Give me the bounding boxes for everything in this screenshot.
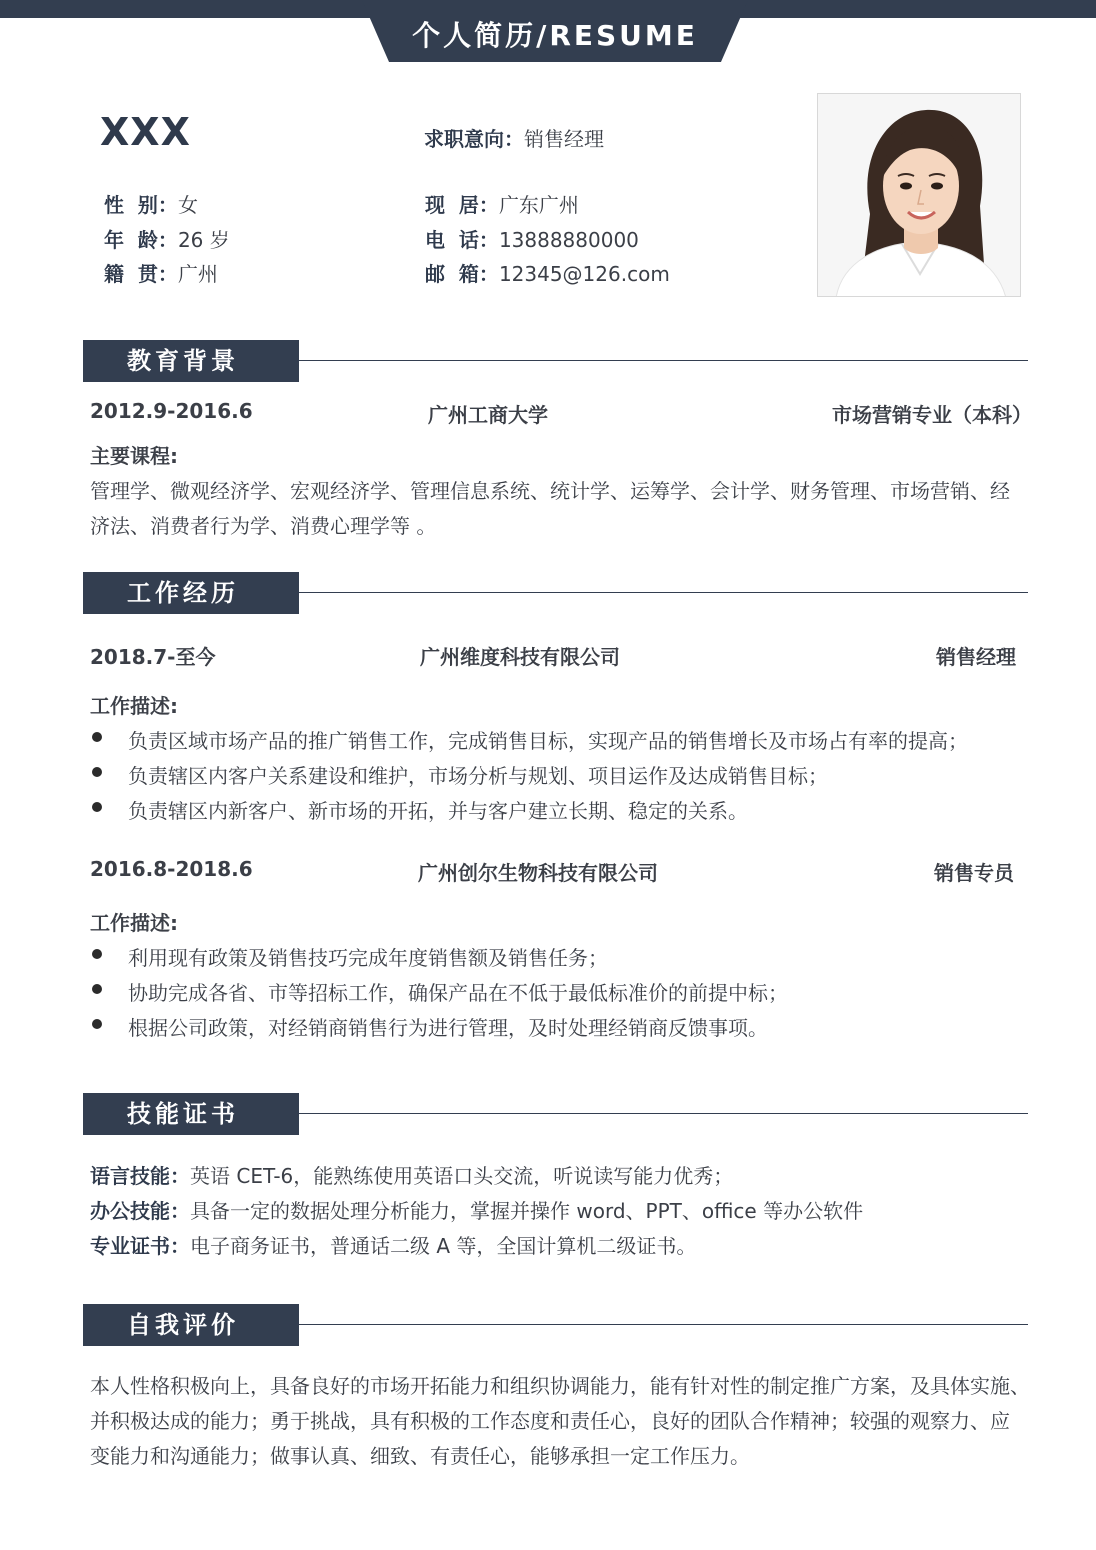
age-value: 26 岁	[177, 228, 230, 252]
job-period: 2016.8-2018.6	[90, 857, 253, 881]
skill-certificate-value: 电子商务证书，普通话二级 A 等，全国计算机二级证书。	[190, 1234, 697, 1258]
skill-office-value: 具备一定的数据处理分析能力，掌握并操作 word、PPT、office 等办公软件	[190, 1199, 864, 1223]
bullet-icon	[92, 1019, 102, 1029]
gender-value: 女	[177, 193, 198, 217]
job-desc-item: 利用现有政策及销售技巧完成年度销售额及销售任务；	[128, 946, 608, 970]
skill-office-label: 办公技能：	[90, 1199, 190, 1223]
section-heading-work: 工作经历	[83, 572, 299, 614]
phone-label: 电 话：	[425, 228, 499, 252]
bullet-icon	[92, 802, 102, 812]
portrait-image	[818, 94, 1021, 297]
profile-photo	[817, 93, 1021, 297]
evaluation-line: 并积极达成的能力；勇于挑战，具有积极的工作态度和责任心，良好的团队合作精神；较强的观察力、应	[90, 1409, 1010, 1433]
job-desc-item: 根据公司政策，对经销商销售行为进行管理，及时处理经销商反馈事项。	[128, 1016, 768, 1040]
job-desc-label: 工作描述:	[90, 911, 178, 935]
courses-line: 管理学、微观经济学、宏观经济学、管理信息系统、统计学、运筹学、会计学、财务管理、市场营销、经	[90, 479, 1010, 503]
skill-language-label: 语言技能：	[90, 1164, 190, 1188]
skill-certificate-label: 专业证书：	[90, 1234, 190, 1258]
age-row	[104, 224, 230, 253]
intent-value: 销售经理	[524, 127, 604, 151]
courses-line: 济法、消费者行为学、消费心理学等 。	[90, 514, 437, 538]
job-desc-item: 负责辖区内客户关系建设和维护，市场分析与规划、项目运作及达成销售目标；	[128, 764, 828, 788]
education-period: 2012.9-2016.6	[90, 399, 253, 423]
section-heading-skills: 技能证书	[83, 1093, 299, 1135]
job-desc-item: 负责辖区内新客户、新市场的开拓，并与客户建立长期、稳定的关系。	[128, 799, 748, 823]
residence-label: 现 居：	[425, 193, 499, 217]
evaluation-line: 本人性格积极向上，具备良好的市场开拓能力和组织协调能力，能有针对性的制定推广方案，及具体实施、	[90, 1374, 1030, 1398]
skill-language	[90, 1160, 733, 1189]
origin-row	[104, 258, 218, 287]
phone-value: 13888880000	[498, 228, 639, 252]
bullet-icon	[92, 732, 102, 742]
section-heading-education: 教育背景	[83, 340, 299, 382]
section-divider	[299, 360, 1028, 361]
bullet-icon	[92, 984, 102, 994]
gender-row	[104, 189, 198, 218]
education-school: 广州工商大学	[428, 403, 548, 427]
bullet-icon	[92, 767, 102, 777]
job-desc-label: 工作描述:	[90, 694, 178, 718]
intent-label: 求职意向：	[424, 127, 524, 151]
email-label: 邮 箱：	[425, 262, 499, 286]
intent-row	[424, 123, 604, 152]
section-heading-evaluation: 自我评价	[83, 1304, 299, 1346]
section-divider	[299, 1324, 1028, 1325]
section-divider	[299, 1113, 1028, 1114]
gender-label: 性 别：	[104, 193, 178, 217]
residence-value: 广东广州	[498, 193, 579, 217]
origin-value: 广州	[177, 262, 218, 286]
page-title: 个人简历/RESUME	[412, 19, 698, 52]
job-title: 销售专员	[934, 861, 1014, 885]
age-label: 年 龄：	[104, 228, 178, 252]
phone-row	[425, 224, 639, 253]
skill-language-value: 英语 CET-6，能熟练使用英语口头交流，听说读写能力优秀；	[190, 1164, 734, 1188]
section-divider	[299, 592, 1028, 593]
job-company: 广州创尔生物科技有限公司	[418, 861, 658, 885]
origin-label: 籍 贯：	[104, 262, 178, 286]
candidate-name: XXX	[100, 110, 191, 154]
email-row	[425, 258, 670, 287]
job-desc-item: 负责区域市场产品的推广销售工作，完成销售目标，实现产品的销售增长及市场占有率的提高；	[128, 729, 968, 753]
education-major: 市场营销专业（本科）	[832, 403, 1032, 427]
bullet-icon	[92, 949, 102, 959]
job-title: 销售经理	[936, 645, 1016, 669]
residence-row	[425, 189, 579, 218]
job-desc-item: 协助完成各省、市等招标工作，确保产品在不低于最低标准价的前提中标；	[128, 981, 788, 1005]
evaluation-line: 变能力和沟通能力；做事认真、细致、有责任心，能够承担一定工作压力。	[90, 1444, 750, 1468]
skill-certificate	[90, 1230, 696, 1259]
job-company: 广州维度科技有限公司	[420, 645, 620, 669]
skill-office	[90, 1195, 863, 1224]
email-value: 12345@126.com	[498, 262, 670, 286]
job-period: 2018.7-至今	[90, 645, 216, 669]
courses-label: 主要课程:	[90, 444, 178, 468]
